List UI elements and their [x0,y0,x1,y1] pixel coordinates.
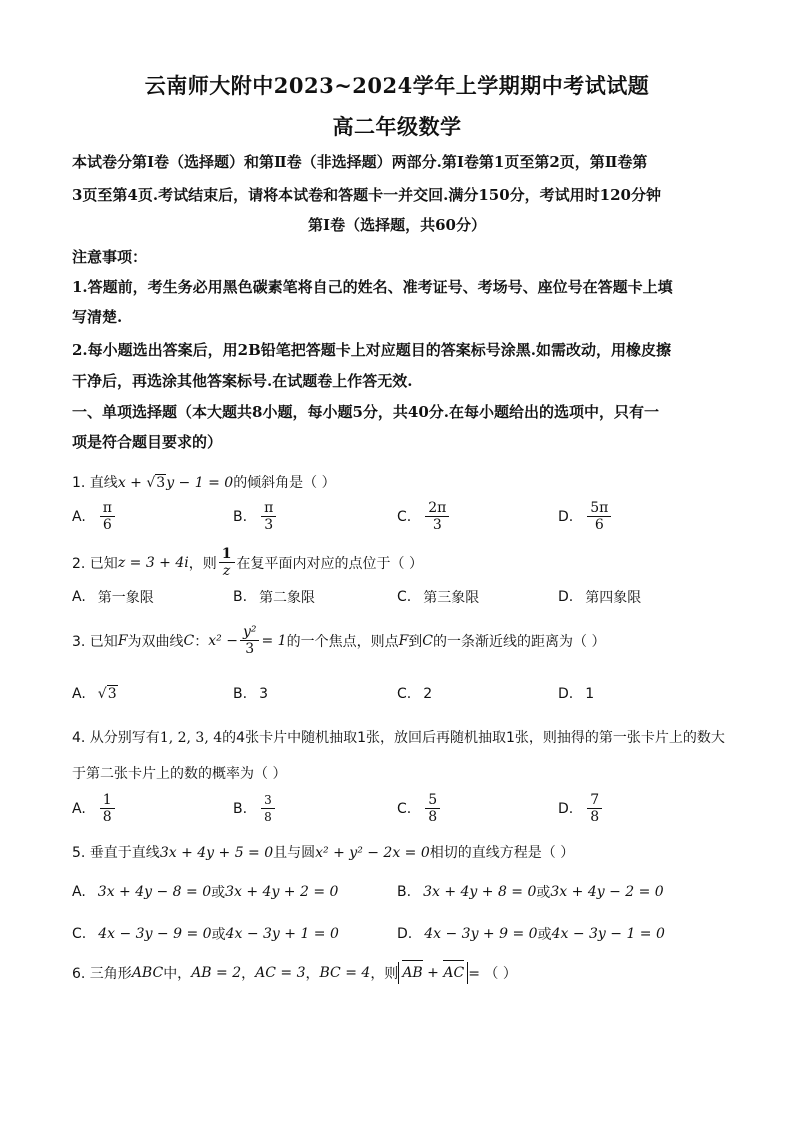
sqrt-symbol: √3 [97,686,117,702]
q5-option-a: A. 3x + 4y − 8 = 0 或 3x + 4y + 2 = 0 [72,884,339,901]
q1-option-b: B. $\frac{\pi}{3}$ [233,500,278,533]
section-1-heading-cont: 项是符合题目要求的） [72,433,223,451]
q2-option-d: D. 第四象限 [558,589,642,606]
q5-option-d: D. 4x − 3y + 9 = 0 或 4x − 3y − 1 = 0 [397,926,665,943]
exam-subtitle: 高二年级数学 [332,114,462,139]
q1-option-a: A. $\frac{\pi}{6}$ [72,500,117,533]
notice-heading: 注意事项： [72,248,148,266]
intro-line-1: 本试卷分第Ⅰ卷（选择题）和第Ⅱ卷（非选择题）两部分.第Ⅰ卷第1页至第2页，第Ⅱ卷第 [72,153,648,171]
question-1: 1. 直线x + √3y − 1 = 0的倾斜角是（ ） [72,475,336,491]
notice-item-1: 1.答题前，考生务必用黑色碳素笔将自己的姓名、准考证号、考场号、座位号在答题卡上填 [72,278,673,296]
question-5: 5. 垂直于直线3x + 4y + 5 = 0且与圆x² + y² − 2x = 0相切的直线方程是（ ） [72,845,575,861]
q1-option-c: C. $\frac{2\pi}{3}$ [397,500,451,533]
vector-magnitude: AB + AC [398,962,468,984]
q5-option-c: C. 4x − 3y − 9 = 0 或 4x − 3y + 1 = 0 [72,926,339,943]
q3-option-c: C. 2 [397,686,433,702]
question-2: 2. 已知 z = 3 + 4i ，则 $\frac{1}{z}$ 在复平面内对应的点位于（ ） [72,546,423,579]
question-4: 4. 从分别写有1, 2, 3, 4的4张卡片中随机抽取1张，放回后再随机抽取1张，则抽得的第一张卡片上的数大 [72,730,725,746]
question-3: 3. 已知 F 为双曲线 C ： x² − $\frac{\text{y²}}{3}$ = 1 的一个焦点，则点 F 到 C 的一条渐近线的距离为（ ） [72,624,606,657]
notice-item-1-cont: 写清楚. [72,308,123,326]
q2-option-c: C. 第三象限 [397,589,480,606]
question-6: 6. 三角形 ABC 中， AB = 2 ， AC = 3 ， BC = 4 ，则 AB + AC = （ ） [72,962,517,984]
question-4-cont: 于第二张卡片上的数的概率为（ ） [72,766,287,782]
q4-option-d: D. $\frac{7}{8}$ [558,792,604,825]
q1-option-d: D. $\frac{5\pi}{6}$ [558,500,613,533]
q4-option-a: A. $\frac{1}{8}$ [72,792,117,825]
q2-option-a: A. 第一象限 [72,589,154,606]
section-1-heading: 一、单项选择题（本大题共8小题，每小题5分，共40分.在每小题给出的选项中，只有一 [72,403,659,421]
q3-option-b: B. 3 [233,686,268,702]
sqrt-symbol: √3 [146,475,166,491]
exam-title: 云南师大附中2023~2024学年上学期期中考试试题 [144,73,650,98]
q2-option-b: B. 第二象限 [233,589,316,606]
notice-item-2-cont: 干净后，再选涂其他答案标号.在试题卷上作答无效. [72,372,413,390]
part1-heading: 第Ⅰ卷（选择题，共60分） [308,216,486,234]
q4-option-b: B. $\frac{3}{8}$ [233,792,277,825]
q3-option-d: D. 1 [558,686,595,702]
intro-line-2: 3页至第4页.考试结束后，请将本试卷和答题卡一并交回.满分150分，考试用时120分钟 [72,186,661,204]
q4-option-c: C. $\frac{5}{8}$ [397,792,442,825]
q5-option-b: B. 3x + 4y + 8 = 0 或 3x + 4y − 2 = 0 [397,884,664,901]
notice-item-2: 2.每小题选出答案后，用2B铅笔把答题卡上对应题目的答案标号涂黑.如需改动，用橡皮擦 [72,341,672,359]
q3-option-a: A. √3 [72,686,117,702]
